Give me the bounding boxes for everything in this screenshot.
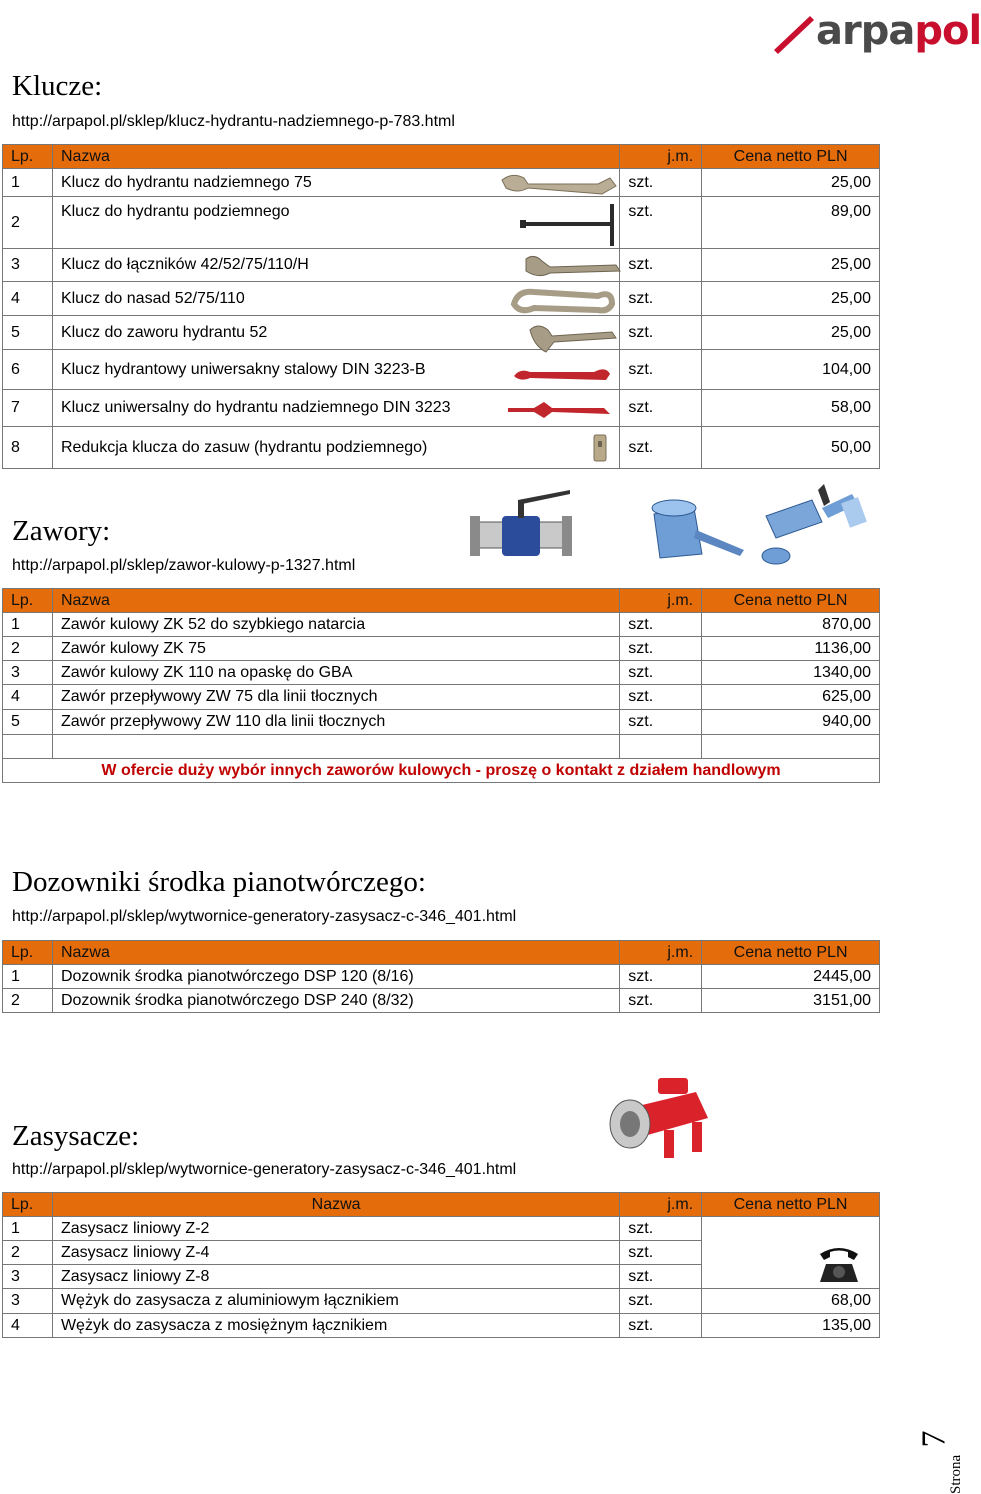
page-number-value: 7	[915, 1430, 953, 1448]
logo-swoosh-icon	[770, 10, 820, 56]
valve-key-image	[524, 320, 620, 356]
universal-steel-key-image	[510, 362, 614, 386]
table-row: 3 Zasysacz liniowy Z-8 szt.	[3, 1265, 880, 1289]
table-row: 2 Zasysacz liniowy Z-4 szt.	[3, 1241, 880, 1265]
table-header: Lp. Nazwa j.m. Cena netto PLN	[3, 1193, 880, 1217]
table-header	[3, 145, 880, 169]
hydrant-key-underground-image	[518, 202, 622, 248]
table-klucze	[2, 144, 880, 469]
table-zasysacze	[2, 1192, 880, 1338]
table-row: 6 Klucz hydrantowy uniwersakny stalowy DIN 3223-B szt. 104,00	[3, 350, 880, 390]
key-reducer-image	[588, 433, 614, 465]
table-row: 2 Zawór kulowy ZK 75 szt. 1136,00	[3, 637, 880, 661]
logo-text: arpapol	[816, 8, 981, 54]
flow-valve-zw-image	[640, 484, 750, 570]
table-dozowniki	[2, 940, 880, 1013]
nozzle-key-image	[508, 286, 616, 318]
page-number	[915, 1410, 964, 1494]
table-row: 2 Klucz do hydrantu podziemnego szt. 89,00	[3, 197, 880, 249]
col-unit: j.m.	[620, 145, 702, 169]
inline-inductor-image	[600, 1068, 730, 1166]
table-row: 5 Zawór przepływowy ZW 110 dla linii tłocznych szt. 940,00	[3, 710, 880, 735]
universal-din-key-image	[504, 398, 616, 422]
table-row: 4 Klucz do nasad 52/75/110 szt. 25,00	[3, 282, 880, 316]
page-label: Strona	[948, 1454, 964, 1494]
table-row: 3 Zawór kulowy ZK 110 na opaskę do GBA szt. 1340,00	[3, 661, 880, 685]
table-row: 3 Klucz do łączników 42/52/75/110/H szt. 25,00	[3, 249, 880, 282]
flow-valve-parts-image	[752, 480, 872, 572]
table-row: 4 Zawór przepływowy ZW 75 dla linii tłocznych szt. 625,00	[3, 685, 880, 710]
ball-valve-image	[466, 486, 576, 568]
telephone-icon	[814, 1240, 864, 1286]
col-name: Nazwa	[52, 145, 619, 169]
offer-note: W ofercie duży wybór innych zaworów kulowych - proszę o kontakt z działem handlowym	[3, 759, 880, 783]
section-title-dozowniki: Dozowniki środka pianotwórczego:	[12, 866, 426, 898]
table-header: Lp. Nazwa j.m. Cena netto PLN	[3, 589, 880, 613]
table-row: 5 Klucz do zaworu hydrantu 52 szt. 25,00	[3, 316, 880, 350]
coupling-key-image	[520, 253, 624, 281]
table-header: Lp. Nazwa j.m. Cena netto PLN	[3, 941, 880, 965]
hydrant-key-75-image	[498, 172, 618, 198]
section-url-dozowniki[interactable]: http://arpapol.pl/sklep/wytwornice-generatory-zasysacz-c-346_401.html	[12, 908, 517, 925]
section-url-klucze[interactable]: http://arpapol.pl/sklep/klucz-hydrantu-nadziemnego-p-783.html	[12, 113, 455, 130]
section-title-zawory: Zawory:	[12, 515, 111, 547]
table-row: 2 Dozownik środka pianotwórczego DSP 240 (8/32) szt. 3151,00	[3, 989, 880, 1013]
table-row: 8 Redukcja klucza do zasuw (hydrantu podziemnego) szt. 50,00	[3, 427, 880, 469]
offer-note-row	[3, 759, 880, 783]
table-row: 3 Wężyk do zasysacza z aluminiowym łącznikiem szt. 68,00	[3, 1289, 880, 1314]
arpapol-logo	[770, 6, 981, 62]
table-row: 1 Dozownik środka pianotwórczego DSP 120 (8/16) szt. 2445,00	[3, 965, 880, 989]
table-row: 4 Wężyk do zasysacza z mosiężnym łącznikiem szt. 135,00	[3, 1314, 880, 1338]
table-zawory	[2, 588, 880, 783]
section-title-zasysacze: Zasysacze:	[12, 1120, 140, 1152]
section-title-klucze: Klucze:	[12, 70, 103, 102]
table-row: 1 Zasysacz liniowy Z-2 szt.	[3, 1217, 880, 1241]
col-price: Cena netto PLN	[702, 145, 880, 169]
table-row: 1 Zawór kulowy ZK 52 do szybkiego natarcia szt. 870,00	[3, 613, 880, 637]
section-url-zawory[interactable]: http://arpapol.pl/sklep/zawor-kulowy-p-1327.html	[12, 557, 356, 574]
col-lp: Lp.	[3, 145, 53, 169]
section-url-zasysacze[interactable]: http://arpapol.pl/sklep/wytwornice-generatory-zasysacz-c-346_401.html	[12, 1161, 517, 1178]
table-row: 1 Klucz do hydrantu nadziemnego 75 szt. 25,00	[3, 169, 880, 197]
table-row: 7 Klucz uniwersalny do hydrantu nadziemnego DIN 3223 szt. 58,00	[3, 390, 880, 427]
table-row-empty	[3, 735, 880, 759]
